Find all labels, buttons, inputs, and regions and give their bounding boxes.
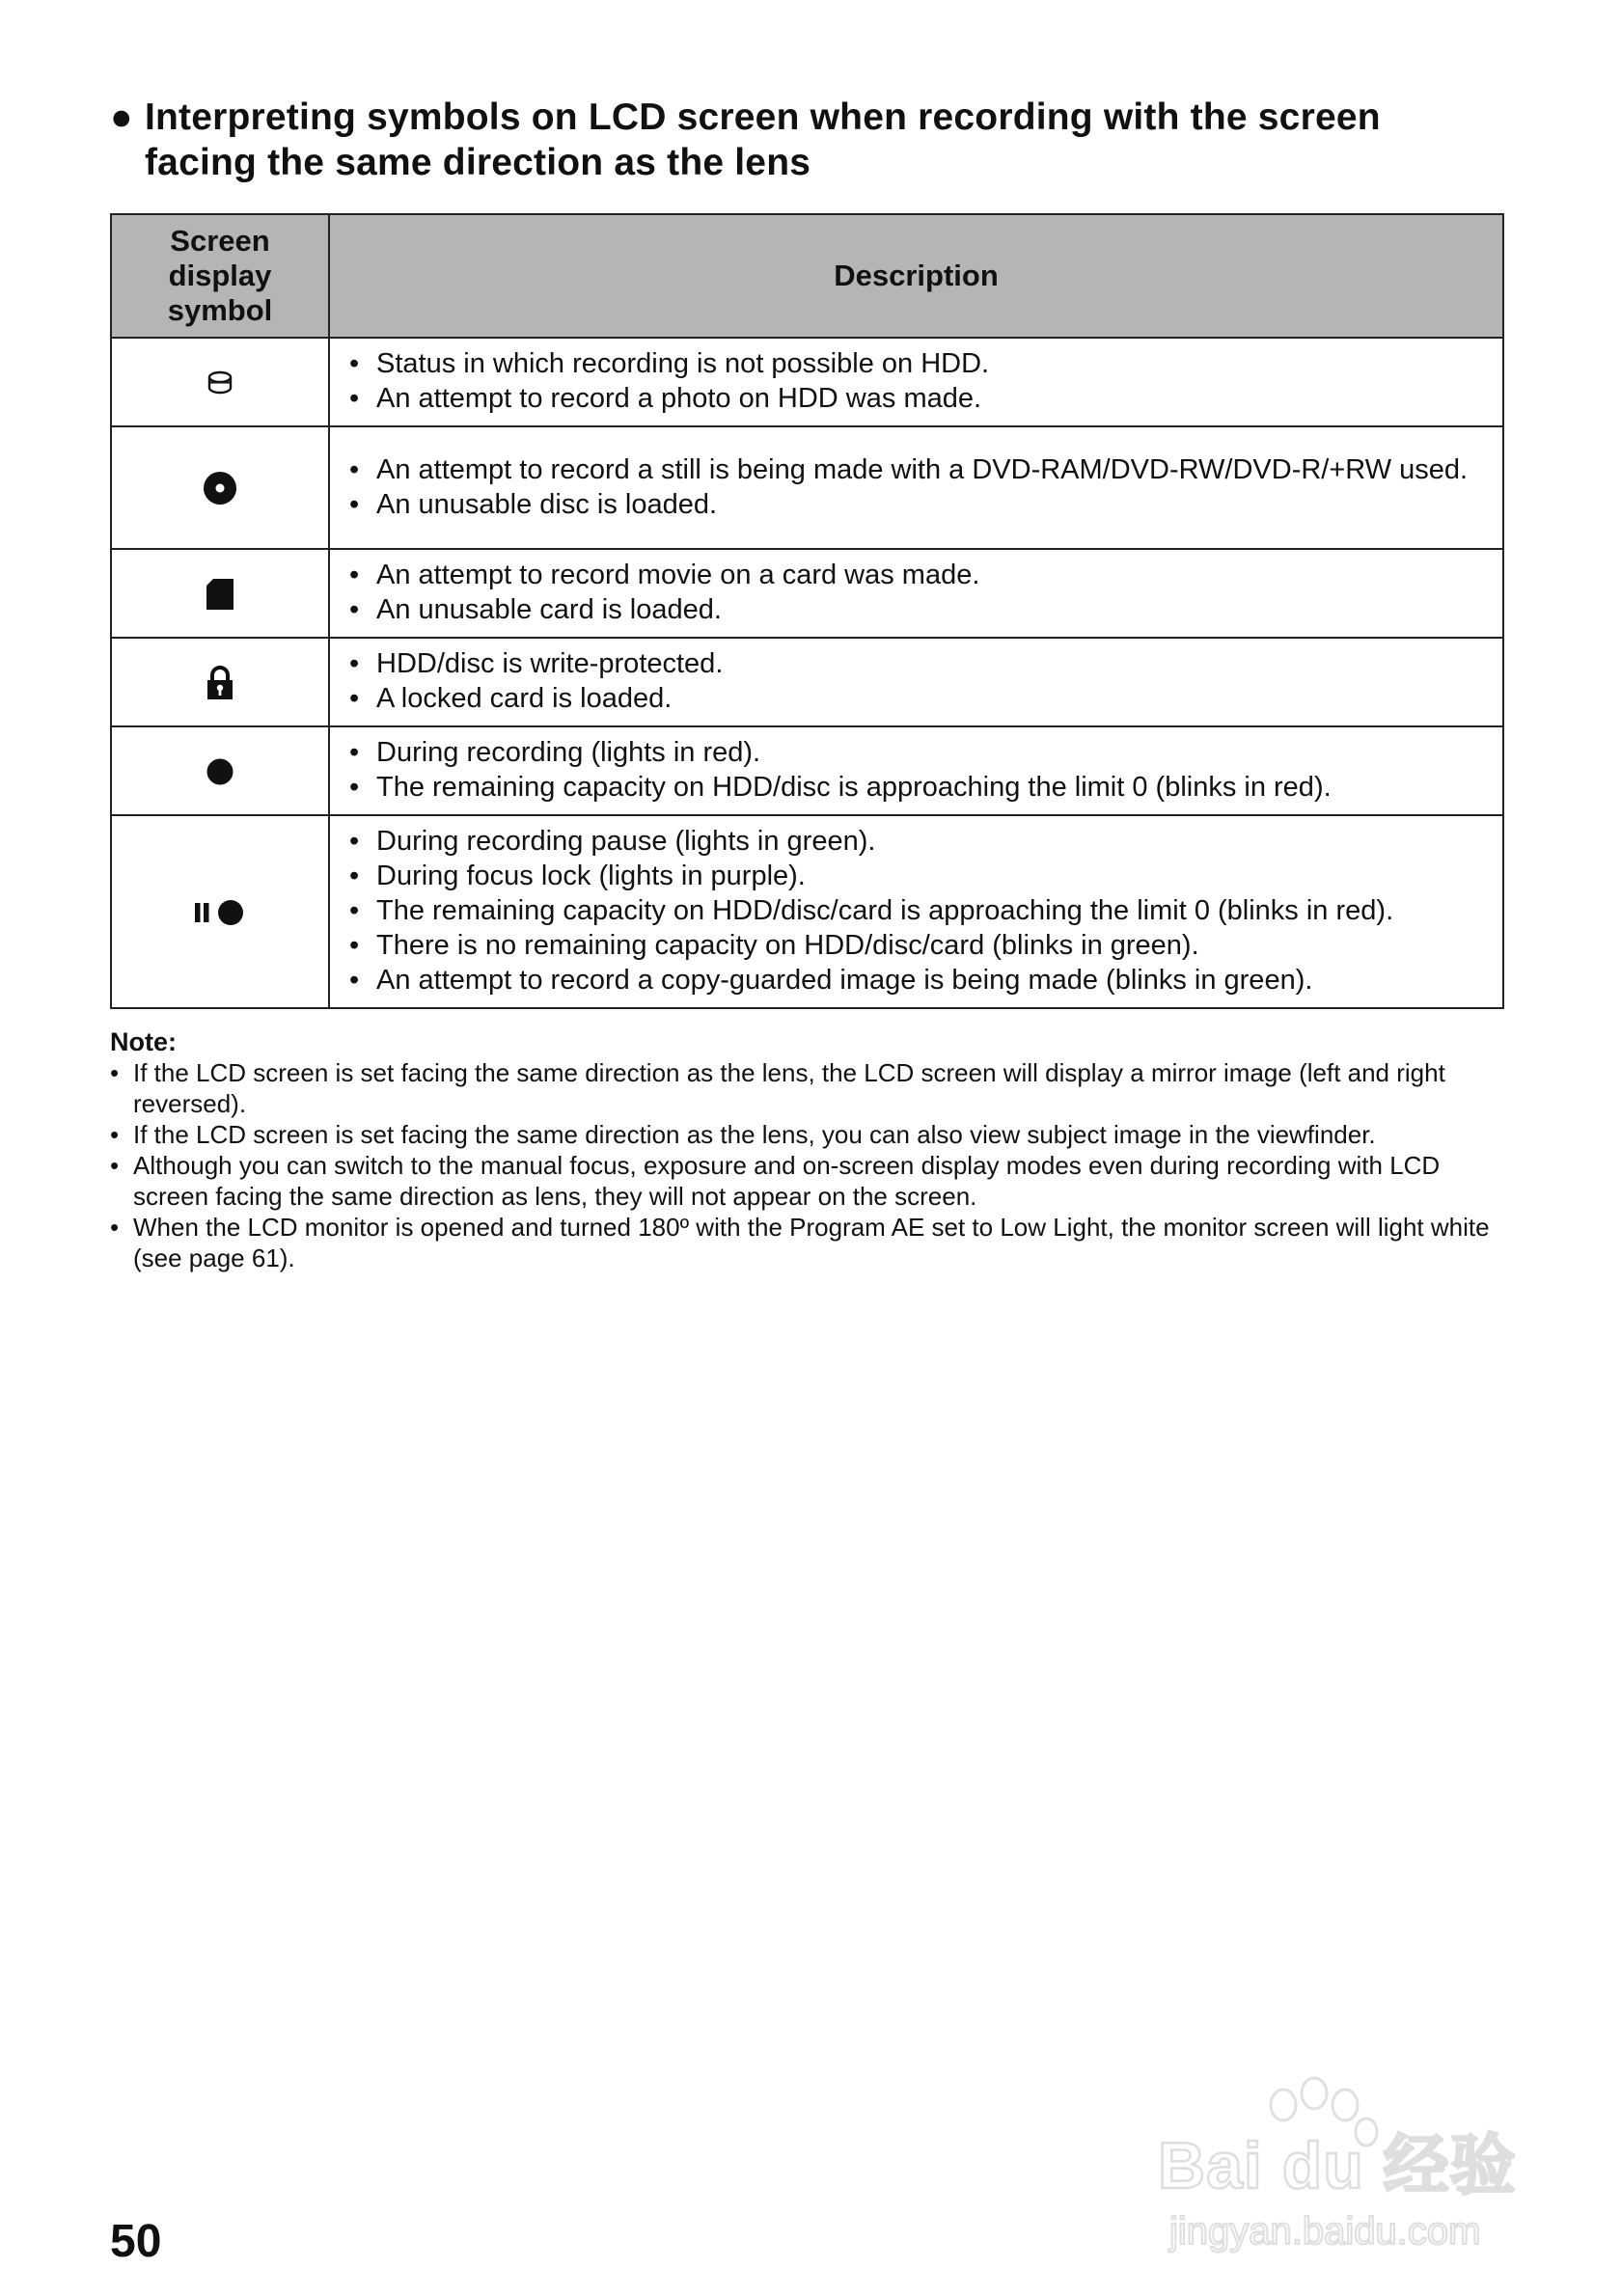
note-item: • When the LCD monitor is opened and turned 180º with the Program AE set to Low Light, the monitor screen will light white (see page 61).	[110, 1212, 1504, 1273]
hdd-icon	[206, 370, 234, 396]
list-item: • An unusable card is loaded.	[349, 592, 1491, 627]
list-item: • HDD/disc is write-protected.	[349, 646, 1491, 681]
list-item: • Status in which recording is not possible on HDD.	[349, 346, 1491, 381]
list-item: • The remaining capacity on HDD/disc/card is approaching the limit 0 (blinks in red).	[349, 893, 1491, 928]
watermark-brand: Bai du 经验	[1158, 2129, 1517, 2202]
list-item: • An attempt to record a photo on HDD was made.	[349, 381, 1491, 416]
table-row	[111, 426, 1503, 549]
list-item: • The remaining capacity on HDD/disc is approaching the limit 0 (blinks in red).	[349, 770, 1491, 805]
description-cell	[329, 815, 1503, 1008]
list-item: • An attempt to record movie on a card was made.	[349, 558, 1491, 592]
description-cell	[329, 726, 1503, 815]
disc-icon	[203, 471, 237, 506]
symbol-cell	[111, 338, 329, 426]
list-item: • An unusable disc is loaded.	[349, 487, 1491, 522]
header-symbol: Screen display symbol	[111, 214, 329, 338]
pause-record-icon	[194, 898, 246, 927]
note-item: • Although you can switch to the manual focus, exposure and on-screen display modes even during recording with LCD screen facing the same direction as lens, they will not appear on the screen.	[110, 1150, 1504, 1212]
list-item: • During focus lock (lights in purple).	[349, 859, 1491, 893]
header-description: Description	[329, 214, 1503, 338]
symbol-cell	[111, 549, 329, 638]
table-row	[111, 338, 1503, 426]
table-header-row	[111, 214, 1503, 338]
list-item: • An attempt to record a still is being made with a DVD-RAM/DVD-RW/DVD-R/+RW used.	[349, 452, 1491, 487]
symbol-cell	[111, 815, 329, 1008]
heading-line-1: Interpreting symbols on LCD screen when recording with the screen	[145, 96, 1381, 138]
list-item: • There is no remaining capacity on HDD/disc/card (blinks in green).	[349, 928, 1491, 963]
table-row	[111, 815, 1503, 1008]
note-item: • If the LCD screen is set facing the same direction as the lens, you can also view subject image in the viewfinder.	[110, 1119, 1504, 1150]
table-row	[111, 726, 1503, 815]
baidu-jingyan-watermark	[1148, 2064, 1553, 2257]
note-item: • If the LCD screen is set facing the same direction as the lens, the LCD screen will display a mirror image (left and right reversed).	[110, 1057, 1504, 1119]
note-section	[110, 1026, 1504, 1273]
table-row	[111, 549, 1503, 638]
list-item: • During recording (lights in red).	[349, 735, 1491, 770]
table-row	[111, 638, 1503, 726]
description-cell	[329, 426, 1503, 549]
list-item: • During recording pause (lights in green).	[349, 824, 1491, 859]
section-heading	[110, 95, 1480, 185]
list-item: • An attempt to record a copy-guarded image is being made (blinks in green).	[349, 963, 1491, 998]
lock-icon	[206, 666, 234, 700]
description-cell	[329, 638, 1503, 726]
heading-line-2: facing the same direction as the lens	[145, 142, 811, 183]
description-cell	[329, 338, 1503, 426]
page-number: 50	[110, 2216, 162, 2267]
card-icon	[206, 578, 234, 611]
symbol-cell	[111, 726, 329, 815]
heading-bullet: ●	[110, 96, 133, 138]
list-item: • A locked card is loaded.	[349, 681, 1491, 716]
symbol-table	[110, 213, 1504, 1009]
watermark-url: jingyan.baidu.com	[1169, 2210, 1481, 2253]
description-cell	[329, 549, 1503, 638]
symbol-cell	[111, 426, 329, 549]
record-icon	[206, 757, 234, 786]
note-title: Note:	[110, 1027, 177, 1056]
symbol-cell	[111, 638, 329, 726]
